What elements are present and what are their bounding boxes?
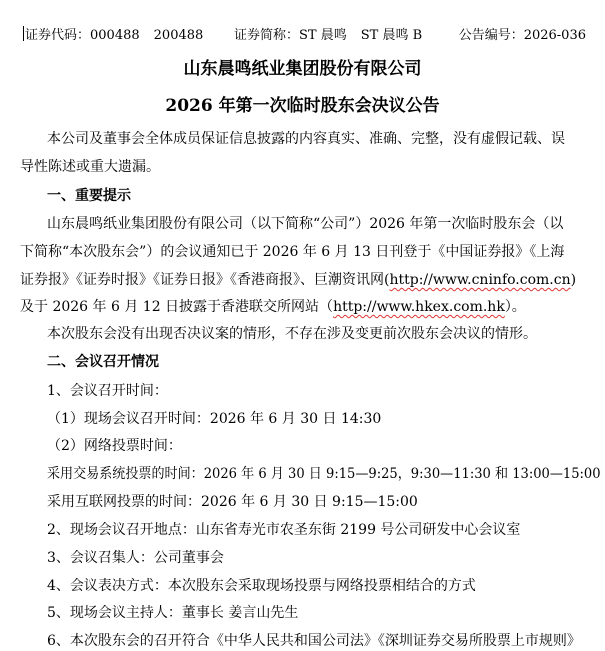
stock-abbr-b: ST 晨鸣 B xyxy=(360,28,423,43)
stock-code-block xyxy=(23,26,203,46)
document-title: 2026 年第一次临时股东会决议公告 xyxy=(165,96,440,116)
section-1-heading: 一、重要提示 xyxy=(47,188,131,204)
notice-number-block xyxy=(459,26,586,46)
notice-para-line-3-text: 证券报》《证券时报》《证券日报》《香港商报》、巨潮资讯网( xyxy=(20,272,390,288)
onsite-meeting-time: （1）现场会议召开时间：2026 年 6 月 30 日 14:30 xyxy=(47,411,382,427)
trading-system-voting-time: 采用交易系统投票的时间：2026 年 6 月 30 日 9:15—9:25，9:30—11:30 和 13:00—15:00 xyxy=(47,466,601,482)
stock-abbr-a: ST 晨鸣 xyxy=(299,28,347,43)
notice-number: 2026-036 xyxy=(523,28,586,43)
internet-voting-time: 采用互联网投票的时间：2026 年 6 月 30 日 9:15—15:00 xyxy=(47,494,418,510)
stock-code-b: 200488 xyxy=(153,28,204,43)
hkex-link[interactable]: http://www.hkex.com.hk xyxy=(333,299,505,315)
notice-para-line-4-end: ）。 xyxy=(504,299,526,315)
meeting-location-item: 2、现场会议召开地点：山东省寿光市农圣东街 2199 号公司研发中心会议室 xyxy=(47,522,521,538)
text-cursor xyxy=(23,26,24,41)
stock-abbr-label: 证券简称： xyxy=(234,28,300,43)
no-veto-statement: 本次股东会没有出现否决议案的情形，不存在涉及变更前次股东会决议的情形。 xyxy=(47,326,537,342)
company-title: 山东晨鸣纸业集团股份有限公司 xyxy=(183,59,422,79)
convener-item: 3、会议召集人：公司董事会 xyxy=(47,550,224,566)
announcement-header xyxy=(20,26,590,46)
stock-code-label: 证券代码： xyxy=(25,28,91,43)
online-voting-time: （2）网络投票时间： xyxy=(47,438,182,454)
cninfo-link[interactable]: http://www.cninfo.com.cn xyxy=(389,272,571,288)
notice-para-line-4 xyxy=(20,296,526,318)
notice-para-line-1: 山东晨鸣纸业集团股份有限公司（以下简称“公司”）2026 年第一次临时股东会（以 xyxy=(47,216,564,232)
notice-number-label: 公告编号： xyxy=(458,28,524,43)
stock-abbr-block xyxy=(234,26,422,46)
intro-line-2: 导性陈述或重大遗漏。 xyxy=(20,159,160,175)
voting-method-item: 4、会议表决方式：本次股东会采取现场投票与网络投票相结合的方式 xyxy=(47,578,476,594)
notice-para-line-3 xyxy=(20,269,576,291)
intro-line-1: 本公司及董事会全体成员保证信息披露的内容真实、准确、完整，没有虚假记载、误 xyxy=(47,131,565,147)
notice-para-line-2: 下简称“本次股东会”）的会议通知已于 2026 年 6 月 13 日刊登于《中国证券报》《上海 xyxy=(20,244,565,260)
notice-para-line-3-end: ) xyxy=(570,272,577,288)
stock-code-a: 000488 xyxy=(90,28,140,43)
section-2-heading: 二、会议召开情况 xyxy=(47,354,159,370)
compliance-item: 6、本次股东会的召开符合《中华人民共和国公司法》《深圳证券交易所股票上市规则》 xyxy=(47,633,581,649)
meeting-time-item: 1、会议召开时间： xyxy=(47,383,168,399)
notice-para-line-4-text: 及于 2026 年 6 月 12 日披露于香港联交所网站（ xyxy=(20,299,334,315)
meeting-host-item: 5、现场会议主持人：董事长 姜言山先生 xyxy=(47,605,299,621)
